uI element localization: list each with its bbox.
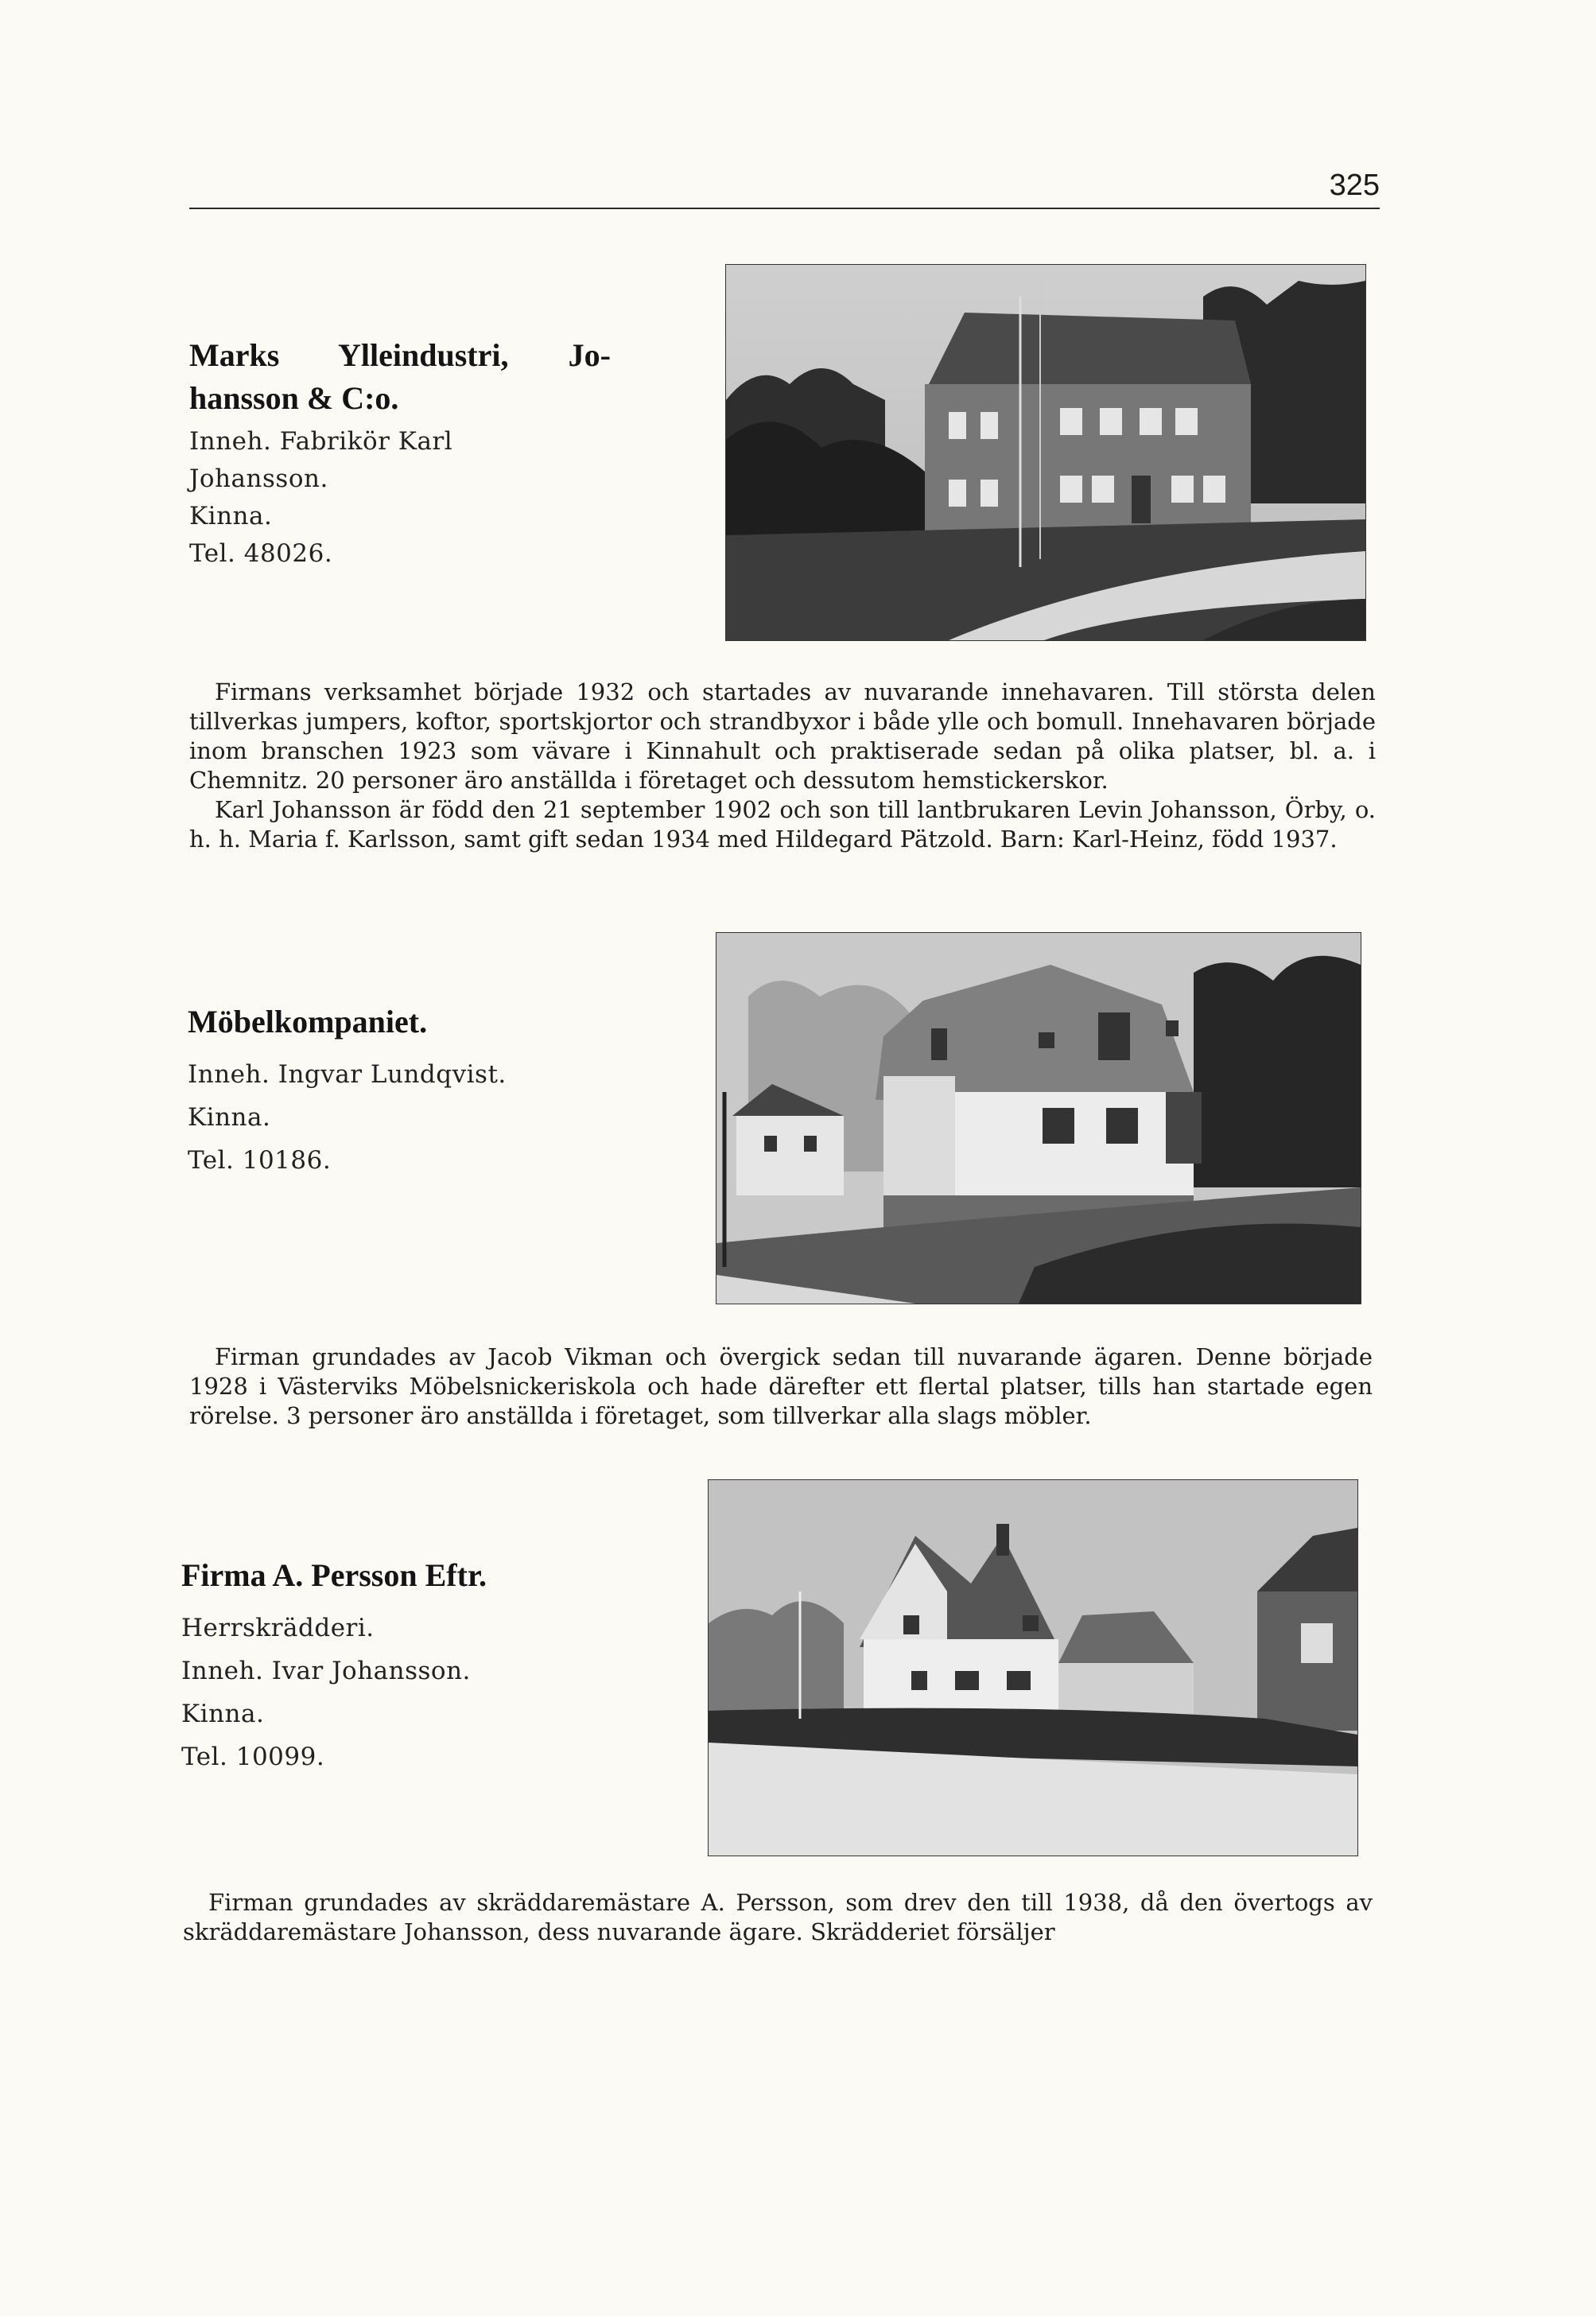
biography-paragraph: Karl Johansson är född den 21 september 1902 och son till lantbrukaren Levin Johansson, Örby, o. h. h. Maria f. Karlsson, samt gift sedan 1934 med Hildegard Pätzold. Barn: Karl-Heinz, född 1937. [189, 796, 1376, 853]
owner-line: Inneh. Fabrikör Karl [189, 427, 453, 456]
house-illustration [709, 1480, 1357, 1856]
description-paragraph: Firman grundades av skräddaremästare A. Persson, som drev den till 1938, då den övertogs av skräddaremästare Johansson, dess nuvarande ägare. Skrädderiet försäljer [183, 1889, 1373, 1945]
location-line: Kinna. [181, 1700, 265, 1728]
owner-line: Inneh. Ingvar Lundqvist. [188, 1060, 507, 1089]
photo-furniture-workshop-house [716, 932, 1361, 1304]
location-line: Kinna. [189, 502, 273, 530]
location-line: Kinna. [188, 1103, 271, 1132]
description-paragraph: Firmans verksamhet började 1932 och startades av nuvarande innehavaren. Till största delen tillverkas jumpers, koftor, sportskjortor och strandbyxor i både ylle och bomull. Innehavaren började inom branschen 1923 som vävare i Kinnahult och praktiserade sedan på olika platser, bl. a. i Chemnitz. 20 personer äro anställda i företaget och dessutom hemstickerskor. [189, 678, 1376, 794]
entry-name: Marks Ylleindustri, Jo- [189, 337, 611, 373]
owner-name-line: Johansson. [189, 464, 328, 493]
header-rule [189, 208, 1380, 209]
owner-line: Inneh. Ivar Johansson. [181, 1657, 471, 1685]
entry-name-continued: hansson & C:o. [189, 380, 399, 416]
entry-description-marks-ylleindustri [189, 678, 1376, 854]
entry-header-marks-ylleindustri [189, 334, 650, 573]
entry-header-firma-a-persson [181, 1554, 643, 1778]
photo-tailor-shop-house [708, 1479, 1358, 1856]
page-number: 325 [1329, 169, 1380, 202]
entry-description-firma-a-persson [183, 1888, 1373, 1947]
photo-factory-building [725, 264, 1366, 641]
entry-name: Firma A. Persson Eftr. [181, 1557, 487, 1593]
trade-line: Herrskrädderi. [181, 1614, 375, 1642]
entry-description-mobelkompaniet [189, 1343, 1373, 1431]
house-illustration [716, 933, 1361, 1304]
phone-line: Tel. 10186. [188, 1146, 332, 1175]
factory-building-illustration [726, 265, 1365, 640]
entry-header-mobelkompaniet [188, 1001, 649, 1182]
phone-line: Tel. 10099. [181, 1743, 325, 1771]
description-paragraph: Firman grundades av Jacob Vikman och övergick sedan till nuvarande ägaren. Denne började 1928 i Västerviks Möbelsnickeriskola och hade därefter ett flertal platser, tills han startade egen rörelse. 3 personer äro anställda i företaget, som tillverkar alla slags möbler. [189, 1343, 1373, 1429]
entry-name: Möbelkompaniet. [188, 1004, 428, 1039]
phone-line: Tel. 48026. [189, 539, 333, 568]
